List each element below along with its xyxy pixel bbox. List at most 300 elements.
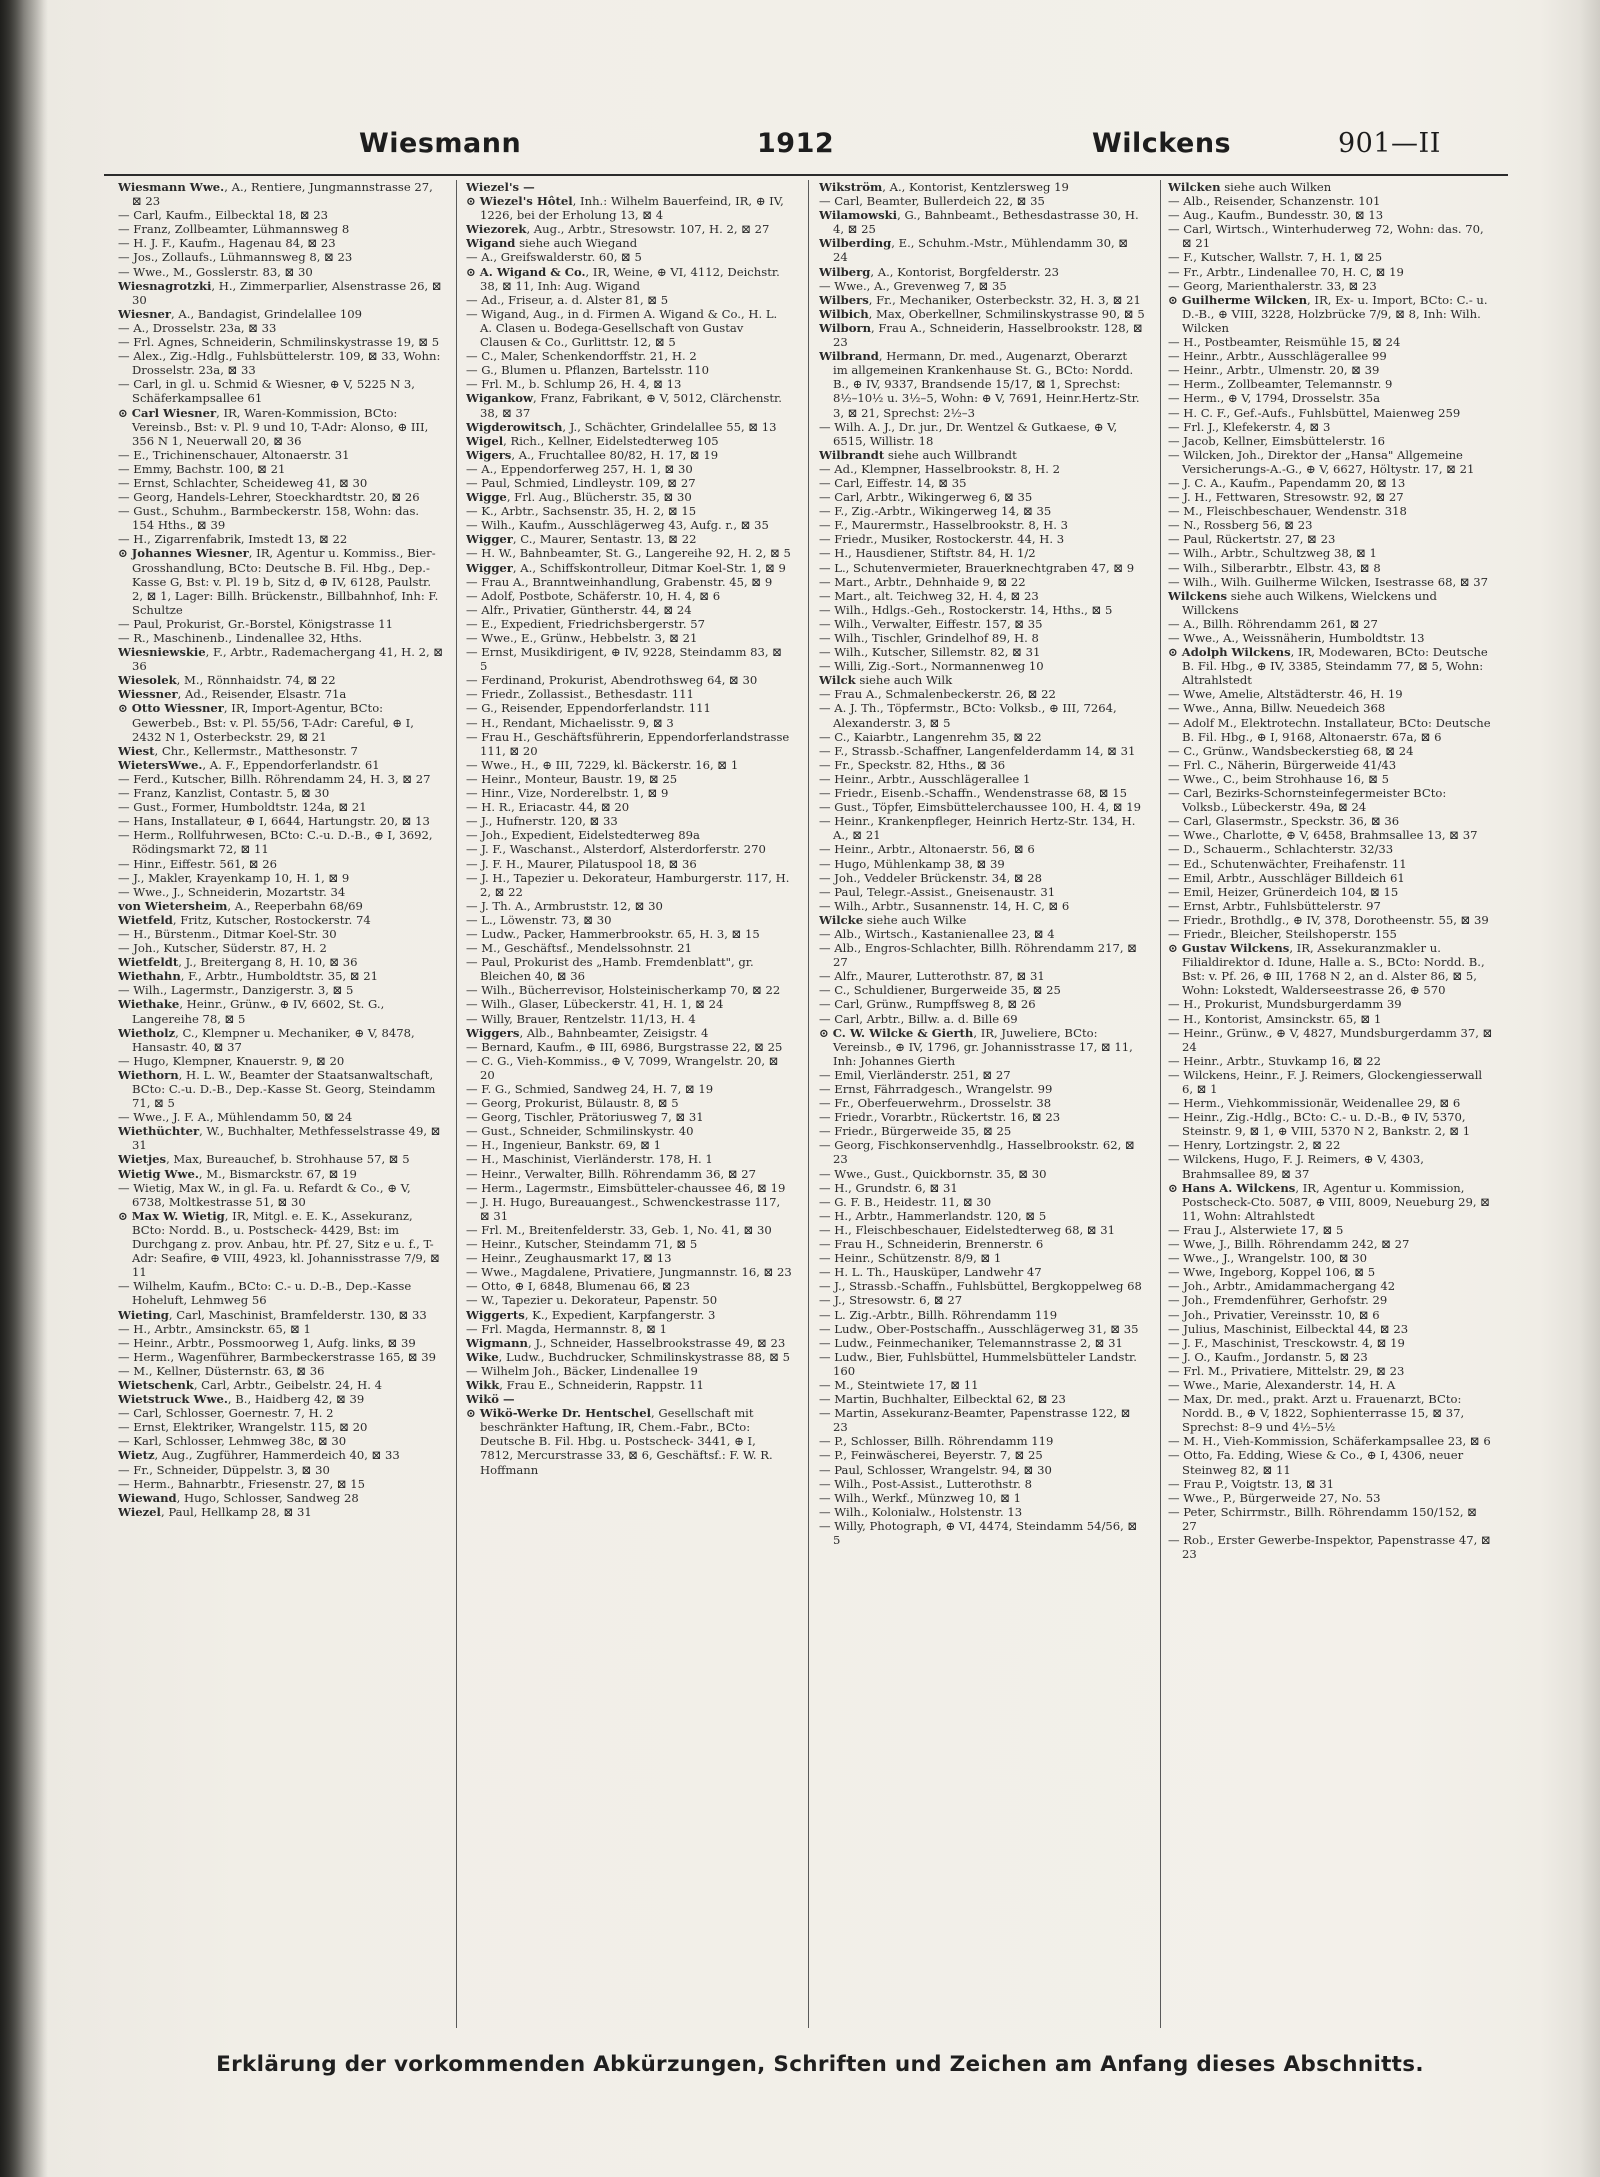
directory-entry: Wiesniewskie, F., Arbtr., Rademachergang 41, H. 2, ⊠ 36 bbox=[118, 645, 444, 674]
directory-entry: — Henry, Lortzingstr. 2, ⊠ 22 bbox=[1168, 1138, 1341, 1153]
directory-entry: — Carl, Eiffestr. 14, ⊠ 35 bbox=[819, 475, 967, 490]
directory-entry: — Ad., Klempner, Hasselbrookstr. 8, H. 2 bbox=[819, 461, 1061, 476]
directory-entry: Wiewand, Hugo, Schlosser, Sandweg 28 bbox=[118, 1490, 359, 1505]
directory-entry: — Paul, Rückertstr. 27, ⊠ 23 bbox=[1168, 532, 1336, 547]
directory-entry: — G., Blumen u. Pflanzen, Bartelsstr. 110 bbox=[466, 363, 709, 378]
directory-entry: — Heinr., Monteur, Baustr. 19, ⊠ 25 bbox=[466, 771, 678, 786]
directory-entry: — F., Zig.-Arbtr., Wikingerweg 14, ⊠ 35 bbox=[819, 504, 1052, 519]
directory-entry: — H. L. Th., Hausküper, Landwehr 47 bbox=[819, 1265, 1042, 1280]
directory-entry: — J. F., Waschanst., Alsterdorf, Alsterdorferstr. 270 bbox=[466, 842, 766, 857]
directory-entry: — Wwe., M., Gosslerstr. 83, ⊠ 30 bbox=[118, 264, 313, 279]
directory-entry: — H., Maschinist, Vierländerstr. 178, H. 1 bbox=[466, 1152, 713, 1167]
directory-entry: — Jos., Zollaufs., Lühmannsweg 8, ⊠ 23 bbox=[118, 250, 353, 265]
directory-entry: — Frau H., Schneiderin, Brennerstr. 6 bbox=[819, 1237, 1044, 1252]
directory-entry: — Frau J., Alsterwiete 17, ⊠ 5 bbox=[1168, 1222, 1344, 1237]
directory-entry: — Adolf M., Elektrotechn. Installateur, BCto: Deutsche B. Fil. Hbg., ⊕ I, 9168, Altonaerstr. 67a, ⊠ 6 bbox=[1168, 715, 1491, 744]
directory-entry: — Frl. J., Klefekerstr. 4, ⊠ 3 bbox=[1168, 419, 1331, 434]
directory-entry: — Carl, Glasermstr., Speckstr. 36, ⊠ 36 bbox=[1168, 814, 1400, 829]
directory-entry: — Frl. Agnes, Schneiderin, Schmilinskystrasse 19, ⊠ 5 bbox=[118, 335, 440, 350]
directory-entry: — H., Postbeamter, Reismühle 15, ⊠ 24 bbox=[1168, 335, 1401, 350]
directory-entry: WietersWwe., A. F., Eppendorferlandstr. 61 bbox=[118, 757, 380, 772]
directory-entry: Wiethahn, F., Arbtr., Humboldtstr. 35, ⊠ 21 bbox=[118, 969, 379, 984]
directory-entry: — H. J. F., Kaufm., Hagenau 84, ⊠ 23 bbox=[118, 236, 336, 251]
directory-entry: — Wwe., P., Bürgerweide 27, No. 53 bbox=[1168, 1490, 1381, 1505]
directory-entry: ⊙ Hans A. Wilckens, IR, Agentur u. Kommission, Postscheck-Cto. 5087, ⊕ VIII, 8009, Neueburg 29, ⊠ 11, Wohn: Altrahlstedt bbox=[1168, 1180, 1490, 1223]
directory-entry: Wietz, Aug., Zugführer, Hammerdeich 40, ⊠ 33 bbox=[118, 1448, 400, 1463]
header-page-number: 901—II bbox=[1338, 128, 1441, 159]
directory-entry: — Herm., Zollbeamter, Telemannstr. 9 bbox=[1168, 377, 1393, 392]
directory-entry: — A., Drosselstr. 23a, ⊠ 33 bbox=[118, 320, 277, 335]
directory-entry: Wiest, Chr., Kellermstr., Matthesonstr. 7 bbox=[118, 743, 358, 758]
directory-entry: — Bernard, Kaufm., ⊕ III, 6986, Burgstrasse 22, ⊠ 25 bbox=[466, 1039, 783, 1054]
directory-entry: Wiggers, Alb., Bahnbeamter, Zeisigstr. 4 bbox=[466, 1025, 709, 1040]
directory-entry: — Wilh., Hdlgs.-Geh., Rostockerstr. 14, Hths., ⊠ 5 bbox=[819, 602, 1113, 617]
directory-entry: — Heinr., Arbtr., Possmoorweg 1, Aufg. links, ⊠ 39 bbox=[118, 1335, 416, 1350]
directory-entry: — Wilcken, Joh., Direktor der „Hansa" Allgemeine Versicherungs-A.-G., ⊕ V, 6627, Höltystr. 17, ⊠ 21 bbox=[1168, 447, 1475, 476]
directory-entry: — Alfr., Maurer, Lutterothstr. 87, ⊠ 31 bbox=[819, 969, 1045, 984]
directory-entry: — Fr., Oberfeuerwehrm., Drosselstr. 38 bbox=[819, 1096, 1052, 1111]
directory-entry: Wilberding, E., Schuhm.-Mstr., Mühlendamm 30, ⊠ 24 bbox=[819, 236, 1129, 265]
directory-entry: — H. C. F., Gef.-Aufs., Fuhlsbüttel, Maienweg 259 bbox=[1168, 405, 1461, 420]
directory-entry: — Carl, Arbtr., Billw. a. d. Bille 69 bbox=[819, 1011, 1018, 1026]
directory-entry: — Ferdinand, Prokurist, Abendrothsweg 64, ⊠ 30 bbox=[466, 673, 758, 688]
directory-entry: Wiethüchter, W., Buchhalter, Methfesselstrasse 49, ⊠ 31 bbox=[118, 1124, 441, 1153]
directory-entry: — J., Hufnerstr. 120, ⊠ 33 bbox=[466, 814, 618, 829]
directory-entry: Wigmann, J., Schneider, Hasselbrookstrasse 49, ⊠ 23 bbox=[466, 1335, 786, 1350]
directory-entry: — M., Steintwiete 17, ⊠ 11 bbox=[819, 1377, 979, 1392]
directory-entry: Wilbrandt siehe auch Willbrandt bbox=[819, 447, 1017, 462]
directory-entry: — Joh., Kutscher, Süderstr. 87, H. 2 bbox=[118, 941, 327, 956]
directory-entry: Wiggerts, K., Expedient, Karpfangerstr. 3 bbox=[466, 1307, 716, 1322]
directory-entry: — Wilckens, Heinr., F. J. Reimers, Glockengiesserwall 6, ⊠ 1 bbox=[1168, 1067, 1483, 1096]
directory-entry: — Wigand, Aug., in d. Firmen A. Wigand & Co., H. L. A. Clasen u. Bodega-Gesellschaft von Gustav Clausen & Co., Gurlittstr. 12, ⊠ 5 bbox=[466, 306, 778, 350]
directory-entry: — J. H. Hugo, Bureauangest., Schwenckestrasse 117, ⊠ 31 bbox=[466, 1194, 781, 1223]
directory-entry: Wilbrand, Hermann, Dr. med., Augenarzt, Oberarzt im allgemeinen Krankenhause St. G., BCto: Nordd. B., ⊕ IV, 9337, Brandsende 15/17, ⊠ 1, Sprechst: 8½–10½ u. 3½–5, Wohn: ⊕ V, 7691, Heinr.Hertz-Str. 3, ⊠ 21, Sprechst: 2½–3 bbox=[819, 349, 1140, 420]
directory-entry: — Friedr., Bürgerweide 35, ⊠ 25 bbox=[819, 1124, 1012, 1139]
directory-entry: — Fr., Schneider, Düppelstr. 3, ⊠ 30 bbox=[118, 1462, 330, 1477]
directory-entry: — Willy, Brauer, Rentzelstr. 11/13, H. 4 bbox=[466, 1011, 696, 1026]
directory-entry: — H., Grundstr. 6, ⊠ 31 bbox=[819, 1180, 958, 1195]
directory-entry: Wigger, C., Maurer, Sentastr. 13, ⊠ 22 bbox=[466, 532, 697, 547]
directory-entry: Wietschenk, Carl, Arbtr., Geibelstr. 24, H. 4 bbox=[118, 1377, 382, 1392]
directory-entry: — Herm., Wagenführer, Barmbeckerstrasse 165, ⊠ 39 bbox=[118, 1349, 437, 1364]
directory-entry: — J. F. H., Maurer, Pilatuspool 18, ⊠ 36 bbox=[466, 856, 697, 871]
directory-entry: — C., Kaiarbtr., Langenrehm 35, ⊠ 22 bbox=[819, 729, 1042, 744]
directory-entry: — Wwe., H., ⊕ III, 7229, kl. Bäckerstr. 16, ⊠ 1 bbox=[466, 757, 739, 772]
directory-entry: — Friedr., Musiker, Rostockerstr. 44, H. 3 bbox=[819, 532, 1065, 547]
directory-entry: — Emil, Heizer, Grünerdeich 104, ⊠ 15 bbox=[1168, 884, 1399, 899]
directory-entry: — Heinr., Arbtr., Ulmenstr. 20, ⊠ 39 bbox=[1168, 363, 1380, 378]
directory-entry: — H., Fleischbeschauer, Eidelstedterweg 68, ⊠ 31 bbox=[819, 1222, 1116, 1237]
directory-entry: — Carl, Grünw., Rumpffsweg 8, ⊠ 26 bbox=[819, 997, 1036, 1012]
directory-entry: — Wilh. A. J., Dr. jur., Dr. Wentzel & Gutkaese, ⊕ V, 6515, Willistr. 18 bbox=[819, 419, 1118, 448]
directory-entry: — Gust., Schneider, Schmilinskystr. 40 bbox=[466, 1124, 694, 1139]
directory-entry: — Wilh., Arbtr., Schultzweg 38, ⊠ 1 bbox=[1168, 546, 1377, 561]
directory-entry: — E., Trichinenschauer, Altonaerstr. 31 bbox=[118, 447, 350, 462]
directory-entry: — Hinr., Vize, Norderelbstr. 1, ⊠ 9 bbox=[466, 786, 669, 801]
directory-entry: — Heinr., Kutscher, Steindamm 71, ⊠ 5 bbox=[466, 1237, 698, 1252]
directory-entry: — Frl. M., b. Schlump 26, H. 4, ⊠ 13 bbox=[466, 377, 682, 392]
directory-entry: — H., Rendant, Michaelisstr. 9, ⊠ 3 bbox=[466, 715, 674, 730]
directory-entry: — Fr., Speckstr. 82, Hths., ⊠ 36 bbox=[819, 757, 1006, 772]
directory-entry: — Frl. C., Näherin, Bürgerweide 41/43 bbox=[1168, 757, 1397, 772]
directory-entry: — Jacob, Kellner, Eimsbüttelerstr. 16 bbox=[1168, 433, 1385, 448]
directory-entry: — F., Kutscher, Wallstr. 7, H. 1, ⊠ 25 bbox=[1168, 250, 1383, 265]
directory-entry: — Heinr., Zig.-Hdlg., BCto: C.- u. D.-B., ⊕ IV, 5370, Steinstr. 9, ⊠ 1, ⊕ VIII, 5370 N 2, Bankstr. 2, ⊠ 1 bbox=[1168, 1110, 1471, 1139]
directory-column-1 bbox=[118, 180, 444, 2040]
directory-entry: — G. F. B., Heidestr. 11, ⊠ 30 bbox=[819, 1194, 992, 1209]
directory-entry: — Ferd., Kutscher, Billh. Röhrendamm 24, H. 3, ⊠ 27 bbox=[118, 771, 431, 786]
directory-entry: — Paul, Prokurist, Gr.-Borstel, Königstrasse 11 bbox=[118, 616, 393, 631]
directory-entry: — Paul, Schlosser, Wrangelstr. 94, ⊠ 30 bbox=[819, 1462, 1052, 1477]
directory-entry: — Martin, Buchhalter, Eilbecktal 62, ⊠ 23 bbox=[819, 1392, 1066, 1407]
directory-entry: — Carl, Beamter, Bullerdeich 22, ⊠ 35 bbox=[819, 194, 1045, 209]
directory-entry: — Herm., Bahnarbtr., Friesenstr. 27, ⊠ 15 bbox=[118, 1476, 366, 1491]
directory-entry: Wietfeldt, J., Breitergang 8, H. 10, ⊠ 36 bbox=[118, 955, 358, 970]
directory-entry: — H., Ingenieur, Bankstr. 69, ⊠ 1 bbox=[466, 1138, 661, 1153]
directory-entry: — Ludw., Bier, Fuhlsbüttel, Hummelsbütteler Landstr. 160 bbox=[819, 1349, 1137, 1378]
directory-entry: — Friedr., Zollassist., Bethesdastr. 111 bbox=[466, 687, 694, 702]
directory-entry: Wilborn, Frau A., Schneiderin, Hasselbrookstr. 128, ⊠ 23 bbox=[819, 320, 1143, 350]
directory-entry: Wietholz, C., Klempner u. Mechaniker, ⊕ V, 8478, Hansastr. 40, ⊠ 37 bbox=[118, 1025, 415, 1054]
directory-entry: — L., Schutenvermieter, Brauerknechtgraben 47, ⊠ 9 bbox=[819, 560, 1135, 575]
directory-entry: — J. Th. A., Armbruststr. 12, ⊠ 30 bbox=[466, 898, 663, 913]
directory-entry: Wikö — bbox=[466, 1392, 515, 1407]
directory-entry: — C., Grünw., Wandsbeckerstieg 68, ⊠ 24 bbox=[1168, 743, 1414, 758]
directory-entry: ⊙ Carl Wiesner, IR, Waren-Kommission, BCto: Vereinsb., Bst: v. Pl. 9 und 10, T-Adr: Alonso, ⊕ III, 356 N 1, Neuerwall 20, ⊠ 36 bbox=[118, 405, 429, 448]
directory-entry: — F., Strassb.-Schaffner, Langenfelderdamm 14, ⊠ 31 bbox=[819, 743, 1136, 758]
directory-entry: — Carl, Kaufm., Eilbecktal 18, ⊠ 23 bbox=[118, 208, 328, 223]
column-divider bbox=[1160, 180, 1161, 2028]
directory-entry: — Heinr., Arbtr., Altonaerstr. 56, ⊠ 6 bbox=[819, 842, 1035, 857]
directory-entry: — Wwe., J. F. A., Mühlendamm 50, ⊠ 24 bbox=[118, 1110, 353, 1125]
directory-entry: Wilbers, Fr., Mechaniker, Osterbeckstr. 32, H. 3, ⊠ 21 bbox=[819, 292, 1141, 307]
directory-entry: — W., Tapezier u. Dekorateur, Papenstr. 50 bbox=[466, 1293, 718, 1308]
directory-entry: — Wwe., Gust., Quickbornstr. 35, ⊠ 30 bbox=[819, 1166, 1047, 1181]
directory-entry: Wiezel's — bbox=[466, 180, 535, 194]
directory-entry: Wigand siehe auch Wiegand bbox=[466, 236, 638, 251]
directory-entry: — Heinr., Arbtr., Ausschlägerallee 99 bbox=[1168, 349, 1387, 364]
directory-entry: — Herm., Lagermstr., Eimsbütteler-chaussee 46, ⊠ 19 bbox=[466, 1180, 786, 1195]
directory-entry: — Martin, Assekuranz-Beamter, Papenstrasse 122, ⊠ 23 bbox=[819, 1406, 1131, 1435]
directory-column-3 bbox=[819, 180, 1145, 2040]
directory-entry: — Mart., Arbtr., Dehnhaide 9, ⊠ 22 bbox=[819, 574, 1026, 589]
directory-entry: — C., Maler, Schenkendorffstr. 21, H. 2 bbox=[466, 349, 697, 364]
directory-entry: Wikström, A., Kontorist, Kentzlersweg 19 bbox=[819, 180, 1069, 194]
directory-entry: — F. G., Schmied, Sandweg 24, H. 7, ⊠ 19 bbox=[466, 1082, 714, 1096]
directory-entry: — M., Kellner, Düsternstr. 63, ⊠ 36 bbox=[118, 1363, 325, 1378]
directory-entry: — Wwe., C., beim Strohhause 16, ⊠ 5 bbox=[1168, 771, 1390, 786]
directory-entry: — Wilh., Bücherrevisor, Holsteinischerkamp 70, ⊠ 22 bbox=[466, 983, 781, 998]
directory-entry: — J. H., Tapezier u. Dekorateur, Hamburgerstr. 117, H. 2, ⊠ 22 bbox=[466, 870, 790, 899]
directory-entry: — Ludw., Feinmechaniker, Telemannstrasse 2, ⊠ 31 bbox=[819, 1335, 1123, 1350]
directory-entry: — Herm., ⊕ V, 1794, Drosselstr. 35a bbox=[1168, 391, 1381, 406]
directory-entry: Wietjes, Max, Bureauchef, b. Strohhause 57, ⊠ 5 bbox=[118, 1152, 410, 1167]
directory-entry: — P., Schlosser, Billh. Röhrendamm 119 bbox=[819, 1434, 1054, 1449]
directory-entry: — Carl, Schlosser, Goernestr. 7, H. 2 bbox=[118, 1406, 334, 1421]
directory-entry: — Carl, Arbtr., Wikingerweg 6, ⊠ 35 bbox=[819, 490, 1033, 505]
directory-entry: Wiethorn, H. L. W., Beamter der Staatsanwaltschaft, BCto: C.-u. D.-B., Dep.-Kasse St. Georg, Steindamm 71, ⊠ 5 bbox=[118, 1067, 436, 1111]
directory-entry: — Heinr., Schützenstr. 8/9, ⊠ 1 bbox=[819, 1251, 1002, 1266]
directory-entry: — R., Maschinenb., Lindenallee 32, Hths. bbox=[118, 631, 363, 645]
directory-entry: Wilbich, Max, Oberkellner, Schmilinskystrasse 90, ⊠ 5 bbox=[819, 306, 1145, 321]
directory-entry: — H., Arbtr., Amsinckstr. 65, ⊠ 1 bbox=[118, 1321, 311, 1336]
directory-entry: ⊙ Max W. Wietig, IR, Mitgl. e. E. K., Assekuranz, BCto: Nordd. B., u. Postscheck- 4429, Bst: im Durchgang z. prov. Anbau, htr. Pf. 27, Sitz e u. f., T-Adr: Seafire, ⊕ VIII, 4923, kl. Johannisstrasse 7/9, ⊠ 11 bbox=[118, 1208, 440, 1280]
directory-entry: — Wilh., Werkf., Münzweg 10, ⊠ 1 bbox=[819, 1490, 1021, 1505]
directory-entry: — Hugo, Klempner, Knauerstr. 9, ⊠ 20 bbox=[118, 1053, 345, 1068]
directory-entry: — Carl, in gl. u. Schmid & Wiesner, ⊕ V, 5225 N 3, Schäferkampsallee 61 bbox=[118, 377, 415, 406]
directory-entry: — Wilh., Silberarbtr., Elbstr. 43, ⊠ 8 bbox=[1168, 560, 1381, 575]
directory-entry: — Friedr., Eisenb.-Schaffn., Wendenstrasse 68, ⊠ 15 bbox=[819, 786, 1128, 801]
directory-entry: — Friedr., Vorarbtr., Rückertstr. 16, ⊠ 23 bbox=[819, 1110, 1061, 1125]
directory-entry: — Wilh., Kutscher, Sillemstr. 82, ⊠ 31 bbox=[819, 645, 1041, 660]
directory-entry: — Joh., Expedient, Eidelstedterweg 89a bbox=[466, 828, 700, 843]
directory-entry: — Otto, Fa. Edding, Wiese & Co., ⊕ I, 4306, neuer Steinweg 82, ⊠ 11 bbox=[1168, 1448, 1464, 1477]
directory-entry: — H., Zigarrenfabrik, Imstedt 13, ⊠ 22 bbox=[118, 532, 348, 547]
directory-entry: Wiezorek, Aug., Arbtr., Stresowstr. 107, H. 2, ⊠ 27 bbox=[466, 222, 770, 237]
directory-entry: — Willy, Photograph, ⊕ VI, 4474, Steindamm 54/56, ⊠ 5 bbox=[819, 1518, 1138, 1547]
directory-entry: Wigankow, Franz, Fabrikant, ⊕ V, 5012, Clärchenstr. 38, ⊠ 37 bbox=[466, 391, 782, 420]
directory-entry: — N., Rossberg 56, ⊠ 23 bbox=[1168, 518, 1313, 533]
directory-entry: — Joh., Arbtr., Amidammachergang 42 bbox=[1168, 1279, 1396, 1294]
directory-entry: Wilcke siehe auch Wilke bbox=[819, 912, 967, 927]
directory-entry: Wietfeld, Fritz, Kutscher, Rostockerstr. 74 bbox=[118, 912, 371, 927]
directory-entry: — C., Schuldiener, Burgerweide 35, ⊠ 25 bbox=[819, 983, 1061, 998]
directory-entry: — H., Hausdiener, Stiftstr. 84, H. 1/2 bbox=[819, 546, 1036, 561]
directory-entry: — Alfr., Privatier, Güntherstr. 44, ⊠ 24 bbox=[466, 602, 692, 617]
directory-entry: — Carl, Wirtsch., Winterhuderweg 72, Wohn: das. 70, ⊠ 21 bbox=[1168, 222, 1484, 251]
directory-entry: — M. H., Vieh-Kommission, Schäferkampsallee 23, ⊠ 6 bbox=[1168, 1434, 1491, 1449]
directory-entry: — Adolf, Postbote, Schäferstr. 10, H. 4, ⊠ 6 bbox=[466, 588, 721, 603]
directory-entry: — Wwe., Marie, Alexanderstr. 14, H. A bbox=[1168, 1377, 1396, 1392]
directory-entry: — Rob., Erster Gewerbe-Inspektor, Papenstrasse 47, ⊠ 23 bbox=[1168, 1533, 1491, 1562]
header-first-name: Wiesmann bbox=[359, 128, 522, 159]
directory-entry: Wietig Wwe., M., Bismarckstr. 67, ⊠ 19 bbox=[118, 1166, 357, 1181]
directory-entry: Wilckens siehe auch Wilkens, Wielckens und Willckens bbox=[1168, 588, 1437, 617]
directory-entry: — Frl. Magda, Hermannstr. 8, ⊠ 1 bbox=[466, 1321, 667, 1336]
directory-entry: — Wwe, Ingeborg, Koppel 106, ⊠ 5 bbox=[1168, 1265, 1376, 1280]
directory-entry: Wietstruck Wwe., B., Haidberg 42, ⊠ 39 bbox=[118, 1392, 365, 1407]
directory-entry: — Peter, Schirrmstr., Billh. Röhrendamm 150/152, ⊠ 27 bbox=[1168, 1504, 1477, 1533]
column-divider bbox=[808, 180, 809, 2028]
directory-entry: — Gust., Former, Humboldtstr. 124a, ⊠ 21 bbox=[118, 800, 367, 815]
directory-entry: Wigers, A., Fruchtallee 80/82, H. 17, ⊠ 19 bbox=[466, 447, 719, 462]
directory-entry: — E., Expedient, Friedrichsbergerstr. 57 bbox=[466, 616, 705, 631]
directory-entry: — A. J. Th., Töpfermstr., BCto: Volksb., ⊕ III, 7264, Alexanderstr. 3, ⊠ 5 bbox=[819, 701, 1117, 730]
directory-entry: ⊙ A. Wigand & Co., IR, Weine, ⊕ VI, 4112, Deichstr. 38, ⊠ 11, Inh: Aug. Wigand bbox=[466, 264, 780, 293]
directory-entry: Wigel, Rich., Kellner, Eidelstedterweg 105 bbox=[466, 433, 719, 448]
directory-entry: — Otto, ⊕ I, 6848, Blumenau 66, ⊠ 23 bbox=[466, 1279, 691, 1294]
directory-entry: — Wwe., E., Grünw., Hebbelstr. 3, ⊠ 21 bbox=[466, 631, 698, 645]
directory-entry: — Frau H., Geschäftsführerin, Eppendorferlandstrasse 111, ⊠ 20 bbox=[466, 729, 790, 758]
directory-entry: — Karl, Schlosser, Lehmweg 38c, ⊠ 30 bbox=[118, 1434, 347, 1449]
directory-entry: — Wwe, Amelie, Altstädterstr. 46, H. 19 bbox=[1168, 687, 1403, 702]
directory-entry: — Emmy, Bachstr. 100, ⊠ 21 bbox=[118, 461, 286, 476]
directory-entry: — Ernst, Schlachter, Scheideweg 41, ⊠ 30 bbox=[118, 475, 368, 490]
directory-entry: — Georg, Marienthalerstr. 33, ⊠ 23 bbox=[1168, 278, 1377, 293]
directory-entry: Wigge, Frl. Aug., Blücherstr. 35, ⊠ 30 bbox=[466, 490, 692, 505]
directory-entry: Wiesnagrotzki, H., Zimmerparlier, Alsenstrasse 26, ⊠ 30 bbox=[118, 278, 442, 307]
directory-entry: — Friedr., Brothdlg., ⊕ IV, 378, Dorotheenstr. 55, ⊠ 39 bbox=[1168, 912, 1489, 927]
directory-entry: — Wilh., Tischler, Grindelhof 89, H. 8 bbox=[819, 631, 1039, 645]
directory-entry: — Wilh., Kaufm., Ausschlägerweg 43, Aufg. r., ⊠ 35 bbox=[466, 518, 769, 533]
directory-entry: — Wwe, J., Billh. Röhrendamm 242, ⊠ 27 bbox=[1168, 1237, 1410, 1252]
directory-entry: Wieting, Carl, Maschinist, Bramfelderstr. 130, ⊠ 33 bbox=[118, 1307, 427, 1322]
abbreviations-note: Erklärung der vorkommenden Abkürzungen, Schriften und Zeichen am Anfang dieses Abschnitts. bbox=[216, 2052, 1424, 2077]
directory-entry: — Wilckens, Hugo, F. J. Reimers, ⊕ V, 4303, Brahmsallee 89, ⊠ 37 bbox=[1168, 1152, 1424, 1181]
directory-entry: — Frau A., Branntweinhandlung, Grabenstr. 45, ⊠ 9 bbox=[466, 574, 773, 589]
directory-entry: — H., Arbtr., Hammerlandstr. 120, ⊠ 5 bbox=[819, 1208, 1047, 1223]
directory-entry: — H., Prokurist, Mundsburgerdamm 39 bbox=[1168, 997, 1402, 1012]
directory-entry: — Joh., Veddeler Brückenstr. 34, ⊠ 28 bbox=[819, 870, 1042, 885]
directory-entry: — J., Makler, Krayenkamp 10, H. 1, ⊠ 9 bbox=[118, 870, 350, 885]
directory-entry: — Ernst, Fährradgesch., Wrangelstr. 99 bbox=[819, 1082, 1053, 1096]
directory-entry: — Paul, Schmied, Lindleystr. 109, ⊠ 27 bbox=[466, 475, 696, 490]
directory-entry: — F., Maurermstr., Hasselbrookstr. 8, H. 3 bbox=[819, 518, 1068, 533]
directory-entry: — Wilh., Wilh. Guilherme Wilcken, Isestrasse 68, ⊠ 37 bbox=[1168, 574, 1488, 589]
directory-columns bbox=[118, 180, 1514, 2040]
directory-entry: Wikk, Frau E., Schneiderin, Rappstr. 11 bbox=[466, 1377, 704, 1392]
directory-entry: — L. Zig.-Arbtr., Billh. Röhrendamm 119 bbox=[819, 1307, 1058, 1322]
directory-entry: — J. C. A., Kaufm., Papendamm 20, ⊠ 13 bbox=[1168, 475, 1406, 490]
directory-entry: — Wwe., Charlotte, ⊕ V, 6458, Brahmsallee 13, ⊠ 37 bbox=[1168, 828, 1478, 843]
directory-entry: — Wwe., Anna, Billw. Neuedeich 368 bbox=[1168, 701, 1386, 716]
directory-entry: — G., Reisender, Eppendorferlandstr. 111 bbox=[466, 701, 711, 716]
directory-entry: — D., Schauerm., Schlachterstr. 32/33 bbox=[1168, 842, 1394, 857]
directory-entry: Wigger, A., Schiffskontrolleur, Ditmar Koel-Str. 1, ⊠ 9 bbox=[466, 560, 786, 575]
directory-entry: — Wilhelm Joh., Bäcker, Lindenallee 19 bbox=[466, 1363, 698, 1378]
directory-entry: — Georg, Handels-Lehrer, Stoeckhardtstr. 20, ⊠ 26 bbox=[118, 490, 420, 505]
directory-column-4 bbox=[1168, 180, 1494, 2040]
directory-entry: — Emil, Arbtr., Ausschläger Billdeich 61 bbox=[1168, 870, 1405, 885]
directory-entry: — Wwe., J., Schneiderin, Mozartstr. 34 bbox=[118, 884, 346, 899]
directory-entry: — Wwe., A., Grevenweg 7, ⊠ 35 bbox=[819, 278, 1007, 293]
directory-entry: — Wilh., Kolonialw., Holstenstr. 13 bbox=[819, 1504, 1023, 1519]
directory-column-2 bbox=[466, 180, 792, 2040]
directory-entry: — Franz, Zollbeamter, Lühmannsweg 8 bbox=[118, 222, 350, 237]
directory-entry: — Carl, Bezirks-Schornsteinfegermeister BCto: Volksb., Lübeckerstr. 49a, ⊠ 24 bbox=[1168, 786, 1447, 815]
directory-entry: — Ludw., Packer, Hammerbrookstr. 65, H. 3, ⊠ 15 bbox=[466, 926, 760, 941]
directory-entry: — A., Billh. Röhrendamm 261, ⊠ 27 bbox=[1168, 616, 1378, 631]
directory-entry: — Hans, Installateur, ⊕ I, 6644, Hartungstr. 20, ⊠ 13 bbox=[118, 814, 430, 829]
directory-entry: — J., Strassb.-Schaffn., Fuhlsbüttel, Bergkoppelweg 68 bbox=[819, 1279, 1142, 1294]
directory-entry: — Wwe., J., Wrangelstr. 100, ⊠ 30 bbox=[1168, 1251, 1368, 1266]
directory-entry: ⊙ Adolph Wilckens, IR, Modewaren, BCto: Deutsche B. Fil. Hbg., ⊕ IV, 3385, Steindamm 77, ⊠ 5, Wohn: Altrahlstedt bbox=[1168, 645, 1488, 688]
directory-entry: Wigderowitsch, J., Schächter, Grindelallee 55, ⊠ 13 bbox=[466, 419, 777, 434]
directory-entry: — J. O., Kaufm., Jordanstr. 5, ⊠ 23 bbox=[1168, 1349, 1368, 1364]
directory-entry: Wiethake, Heinr., Grünw., ⊕ IV, 6602, St. G., Langereihe 78, ⊠ 5 bbox=[118, 997, 385, 1026]
directory-entry: — Alb., Wirtsch., Kastanienallee 23, ⊠ 4 bbox=[819, 926, 1055, 941]
directory-entry: — Heinr., Verwalter, Billh. Röhrendamm 36, ⊠ 27 bbox=[466, 1166, 756, 1181]
directory-entry: — Heinr., Krankenpfleger, Heinrich Hertz-Str. 134, H. A., ⊠ 21 bbox=[819, 814, 1136, 843]
directory-entry: — Julius, Maschinist, Eilbecktal 44, ⊠ 23 bbox=[1168, 1321, 1409, 1336]
directory-entry: — Herm., Rollfuhrwesen, BCto: C.-u. D.-B., ⊕ I, 3692, Rödingsmarkt 72, ⊠ 11 bbox=[118, 828, 433, 857]
directory-entry: — Ludw., Ober-Postschaffn., Ausschlägerweg 31, ⊠ 35 bbox=[819, 1321, 1139, 1336]
directory-entry: — Frau A., Schmalenbeckerstr. 26, ⊠ 22 bbox=[819, 687, 1056, 702]
directory-entry: — Wilh., Lagermstr., Danzigerstr. 3, ⊠ 5 bbox=[118, 983, 354, 998]
directory-entry: — Joh., Privatier, Vereinsstr. 10, ⊠ 6 bbox=[1168, 1307, 1380, 1322]
directory-entry: — Ernst, Elektriker, Wrangelstr. 115, ⊠ 20 bbox=[118, 1420, 368, 1435]
running-header bbox=[104, 116, 1508, 176]
directory-entry: — Wwe., A., Weissnäherin, Humboldtstr. 13 bbox=[1168, 631, 1425, 645]
directory-entry: — Alb., Reisender, Schanzenstr. 101 bbox=[1168, 194, 1381, 209]
directory-entry: — Max, Dr. med., prakt. Arzt u. Frauenarzt, BCto: Nordd. B., ⊕ V, 1822, Sophienterrasse 15, ⊠ 37, Sprechst: 8–9 und 4½–5½ bbox=[1168, 1392, 1465, 1435]
directory-entry: — Heinr., Arbtr., Stuvkamp 16, ⊠ 22 bbox=[1168, 1053, 1381, 1068]
directory-entry: ⊙ Johannes Wiesner, IR, Agentur u. Kommiss., Bier-Grosshandlung, BCto: Deutsche B. Fil. Hbg., Dep.-Kasse G, Bst: v. Pl. 19 b, Sitz d, ⊕ IV, 6128, Paulstr. 2, ⊠ 1, Lager: Billh. Brückenstr., Billbahnhof, Inh: F. Schultze bbox=[118, 546, 439, 617]
directory-entry: — M., Geschäftsf., Mendelssohnstr. 21 bbox=[466, 941, 692, 956]
directory-entry: ⊙ Guilherme Wilcken, IR, Ex- u. Import, BCto: C.- u. D.-B., ⊕ VIII, 3228, Holzbrücke 7/9, ⊠ 8, Inh: Wilh. Wilcken bbox=[1168, 292, 1488, 335]
directory-entry: — Hugo, Mühlenkamp 38, ⊠ 39 bbox=[819, 856, 1005, 871]
directory-entry: Wiessner, Ad., Reisender, Elsastr. 71a bbox=[118, 687, 347, 702]
directory-entry: — Franz, Kanzlist, Contastr. 5, ⊠ 30 bbox=[118, 786, 330, 801]
directory-entry: — Heinr., Grünw., ⊕ V, 4827, Mundsburgerdamm 37, ⊠ 24 bbox=[1168, 1025, 1493, 1054]
directory-entry: — L., Löwenstr. 73, ⊠ 30 bbox=[466, 912, 612, 927]
directory-entry: — P., Feinwäscherei, Beyerstr. 7, ⊠ 25 bbox=[819, 1448, 1043, 1463]
directory-entry: — Heinr., Arbtr., Ausschlägerallee 1 bbox=[819, 771, 1031, 786]
directory-entry: — J. H., Fettwaren, Stresowstr. 92, ⊠ 27 bbox=[1168, 490, 1404, 505]
directory-entry: — Alex., Zig.-Hdlg., Fuhlsbüttelerstr. 109, ⊠ 33, Wohn: Drosselstr. 23a, ⊠ 33 bbox=[118, 349, 441, 378]
directory-entry: Wilcken siehe auch Wilken bbox=[1168, 180, 1332, 194]
directory-entry: — Wilh., Glaser, Lübeckerstr. 41, H. 1, ⊠ 24 bbox=[466, 997, 724, 1012]
directory-entry: — Mart., alt. Teichweg 32, H. 4, ⊠ 23 bbox=[819, 588, 1039, 603]
directory-entry: — Ernst, Musikdirigent, ⊕ IV, 9228, Steindamm 83, ⊠ 5 bbox=[466, 645, 782, 674]
directory-entry: — Frl. M., Breitenfelderstr. 33, Geb. 1, No. 41, ⊠ 30 bbox=[466, 1222, 772, 1237]
directory-entry: ⊙ C. W. Wilcke & Gierth, IR, Juweliere, BCto: Vereinsb., ⊕ IV, 1796, gr. Johannisstrasse 17, ⊠ 11, Inh: Johannes Gierth bbox=[819, 1025, 1133, 1068]
directory-entry: — Wilh., Arbtr., Susannenstr. 14, H. C, ⊠ 6 bbox=[819, 898, 1070, 913]
directory-entry: — Herm., Viehkommissionär, Weidenallee 29, ⊠ 6 bbox=[1168, 1096, 1461, 1111]
directory-entry: — A., Greifswalderstr. 60, ⊠ 5 bbox=[466, 250, 642, 265]
directory-entry: — Ad., Friseur, a. d. Alster 81, ⊠ 5 bbox=[466, 292, 669, 307]
directory-entry: — Wwe., Magdalene, Privatiere, Jungmannstr. 16, ⊠ 23 bbox=[466, 1265, 792, 1280]
directory-entry: — Wilh., Verwalter, Eiffestr. 157, ⊠ 35 bbox=[819, 616, 1043, 631]
directory-entry: — Ernst, Arbtr., Fuhlsbüttelerstr. 97 bbox=[1168, 898, 1381, 913]
binding-gutter-shadow bbox=[0, 0, 48, 2177]
directory-entry: — Gust., Töpfer, Eimsbüttelerchaussee 100, H. 4, ⊠ 19 bbox=[819, 800, 1141, 815]
directory-entry: — H., Bürstenm., Ditmar Koel-Str. 30 bbox=[118, 926, 337, 941]
directory-entry: — C. G., Vieh-Kommiss., ⊕ V, 7099, Wrangelstr. 20, ⊠ 20 bbox=[466, 1053, 779, 1082]
directory-entry: — Paul, Telegr.-Assist., Gneisenaustr. 31 bbox=[819, 884, 1056, 899]
directory-entry: — Willi, Zig.-Sort., Normannenweg 10 bbox=[819, 659, 1044, 674]
directory-entry: Wilck siehe auch Wilk bbox=[819, 673, 953, 688]
directory-entry: — Fr., Arbtr., Lindenallee 70, H. C, ⊠ 19 bbox=[1168, 264, 1404, 279]
directory-entry: — M., Fleischbeschauer, Wendenstr. 318 bbox=[1168, 504, 1407, 519]
header-last-name: Wilckens bbox=[1092, 128, 1232, 159]
directory-entry: ⊙ Gustav Wilckens, IR, Assekuranzmakler u. Filialdirektor d. Idune, Halle a. S., BCto: Nordd. B., Bst: v. Pf. 26, ⊕ III, 1768 N 2, an d. Alster 86, ⊠ 5, Wohn: Lokstedt, Walderseestrasse 26, ⊕ 570 bbox=[1168, 941, 1485, 998]
directory-entry: — Georg, Prokurist, Bülaustr. 8, ⊠ 5 bbox=[466, 1096, 679, 1111]
directory-entry: ⊙ Wikö-Werke Dr. Hentschel, Gesellschaft mit beschränkter Haftung, IR, Chem.-Fabr., BCto: Deutsche B. Fil. Hbg. u. Postscheck- 3441, ⊕ I, 7812, Mercurstrasse 33, ⊠ 6, Geschäftsf.: F. W. R. Hoffmann bbox=[466, 1406, 773, 1477]
directory-entry: — Paul, Prokurist des „Hamb. Fremdenblatt", gr. Bleichen 40, ⊠ 36 bbox=[466, 955, 754, 984]
directory-entry: Wilamowski, G., Bahnbeamt., Bethesdastrasse 30, H. 4, ⊠ 25 bbox=[819, 208, 1139, 237]
directory-entry: — Wietig, Max W., in gl. Fa. u. Refardt & Co., ⊕ V, 6738, Moltkestrasse 51, ⊠ 30 bbox=[118, 1180, 411, 1209]
directory-entry: Wiezel, Paul, Hellkamp 28, ⊠ 31 bbox=[118, 1504, 312, 1519]
directory-entry: — Joh., Fremdenführer, Gerhofstr. 29 bbox=[1168, 1293, 1388, 1308]
directory-entry: — Hinr., Eiffestr. 561, ⊠ 26 bbox=[118, 856, 278, 871]
directory-entry: von Wietersheim, A., Reeperbahn 68/69 bbox=[118, 898, 363, 913]
directory-entry: — Frau P., Voigtstr. 13, ⊠ 31 bbox=[1168, 1476, 1335, 1491]
directory-entry: Wiesolek, M., Rönnhaidstr. 74, ⊠ 22 bbox=[118, 673, 336, 688]
directory-entry: — H., Kontorist, Amsinckstr. 65, ⊠ 1 bbox=[1168, 1011, 1382, 1026]
directory-entry: Wiesner, A., Bandagist, Grindelallee 109 bbox=[118, 306, 363, 321]
directory-entry: ⊙ Wiezel's Hôtel, Inh.: Wilhelm Bauerfeind, IR, ⊕ IV, 1226, bei der Erholung 13, ⊠ 4 bbox=[466, 194, 784, 223]
directory-entry: — H. W., Bahnbeamter, St. G., Langereihe 92, H. 2, ⊠ 5 bbox=[466, 546, 791, 561]
directory-entry: — Frl. M., Privatiere, Mittelstr. 29, ⊠ 23 bbox=[1168, 1363, 1405, 1378]
directory-entry: Wilberg, A., Kontorist, Borgfelderstr. 23 bbox=[819, 264, 1059, 279]
directory-entry: — Georg, Tischler, Prätoriusweg 7, ⊠ 31 bbox=[466, 1110, 704, 1125]
directory-entry: — Gust., Schuhm., Barmbeckerstr. 158, Wohn: das. 154 Hths., ⊠ 39 bbox=[118, 504, 420, 533]
directory-entry: Wike, Ludw., Buchdrucker, Schmilinskystrasse 88, ⊠ 5 bbox=[466, 1349, 791, 1364]
directory-entry: Wiesmann Wwe., A., Rentiere, Jungmannstrasse 27, ⊠ 23 bbox=[118, 180, 433, 209]
directory-entry: — K., Arbtr., Sachsenstr. 35, H. 2, ⊠ 15 bbox=[466, 504, 697, 519]
